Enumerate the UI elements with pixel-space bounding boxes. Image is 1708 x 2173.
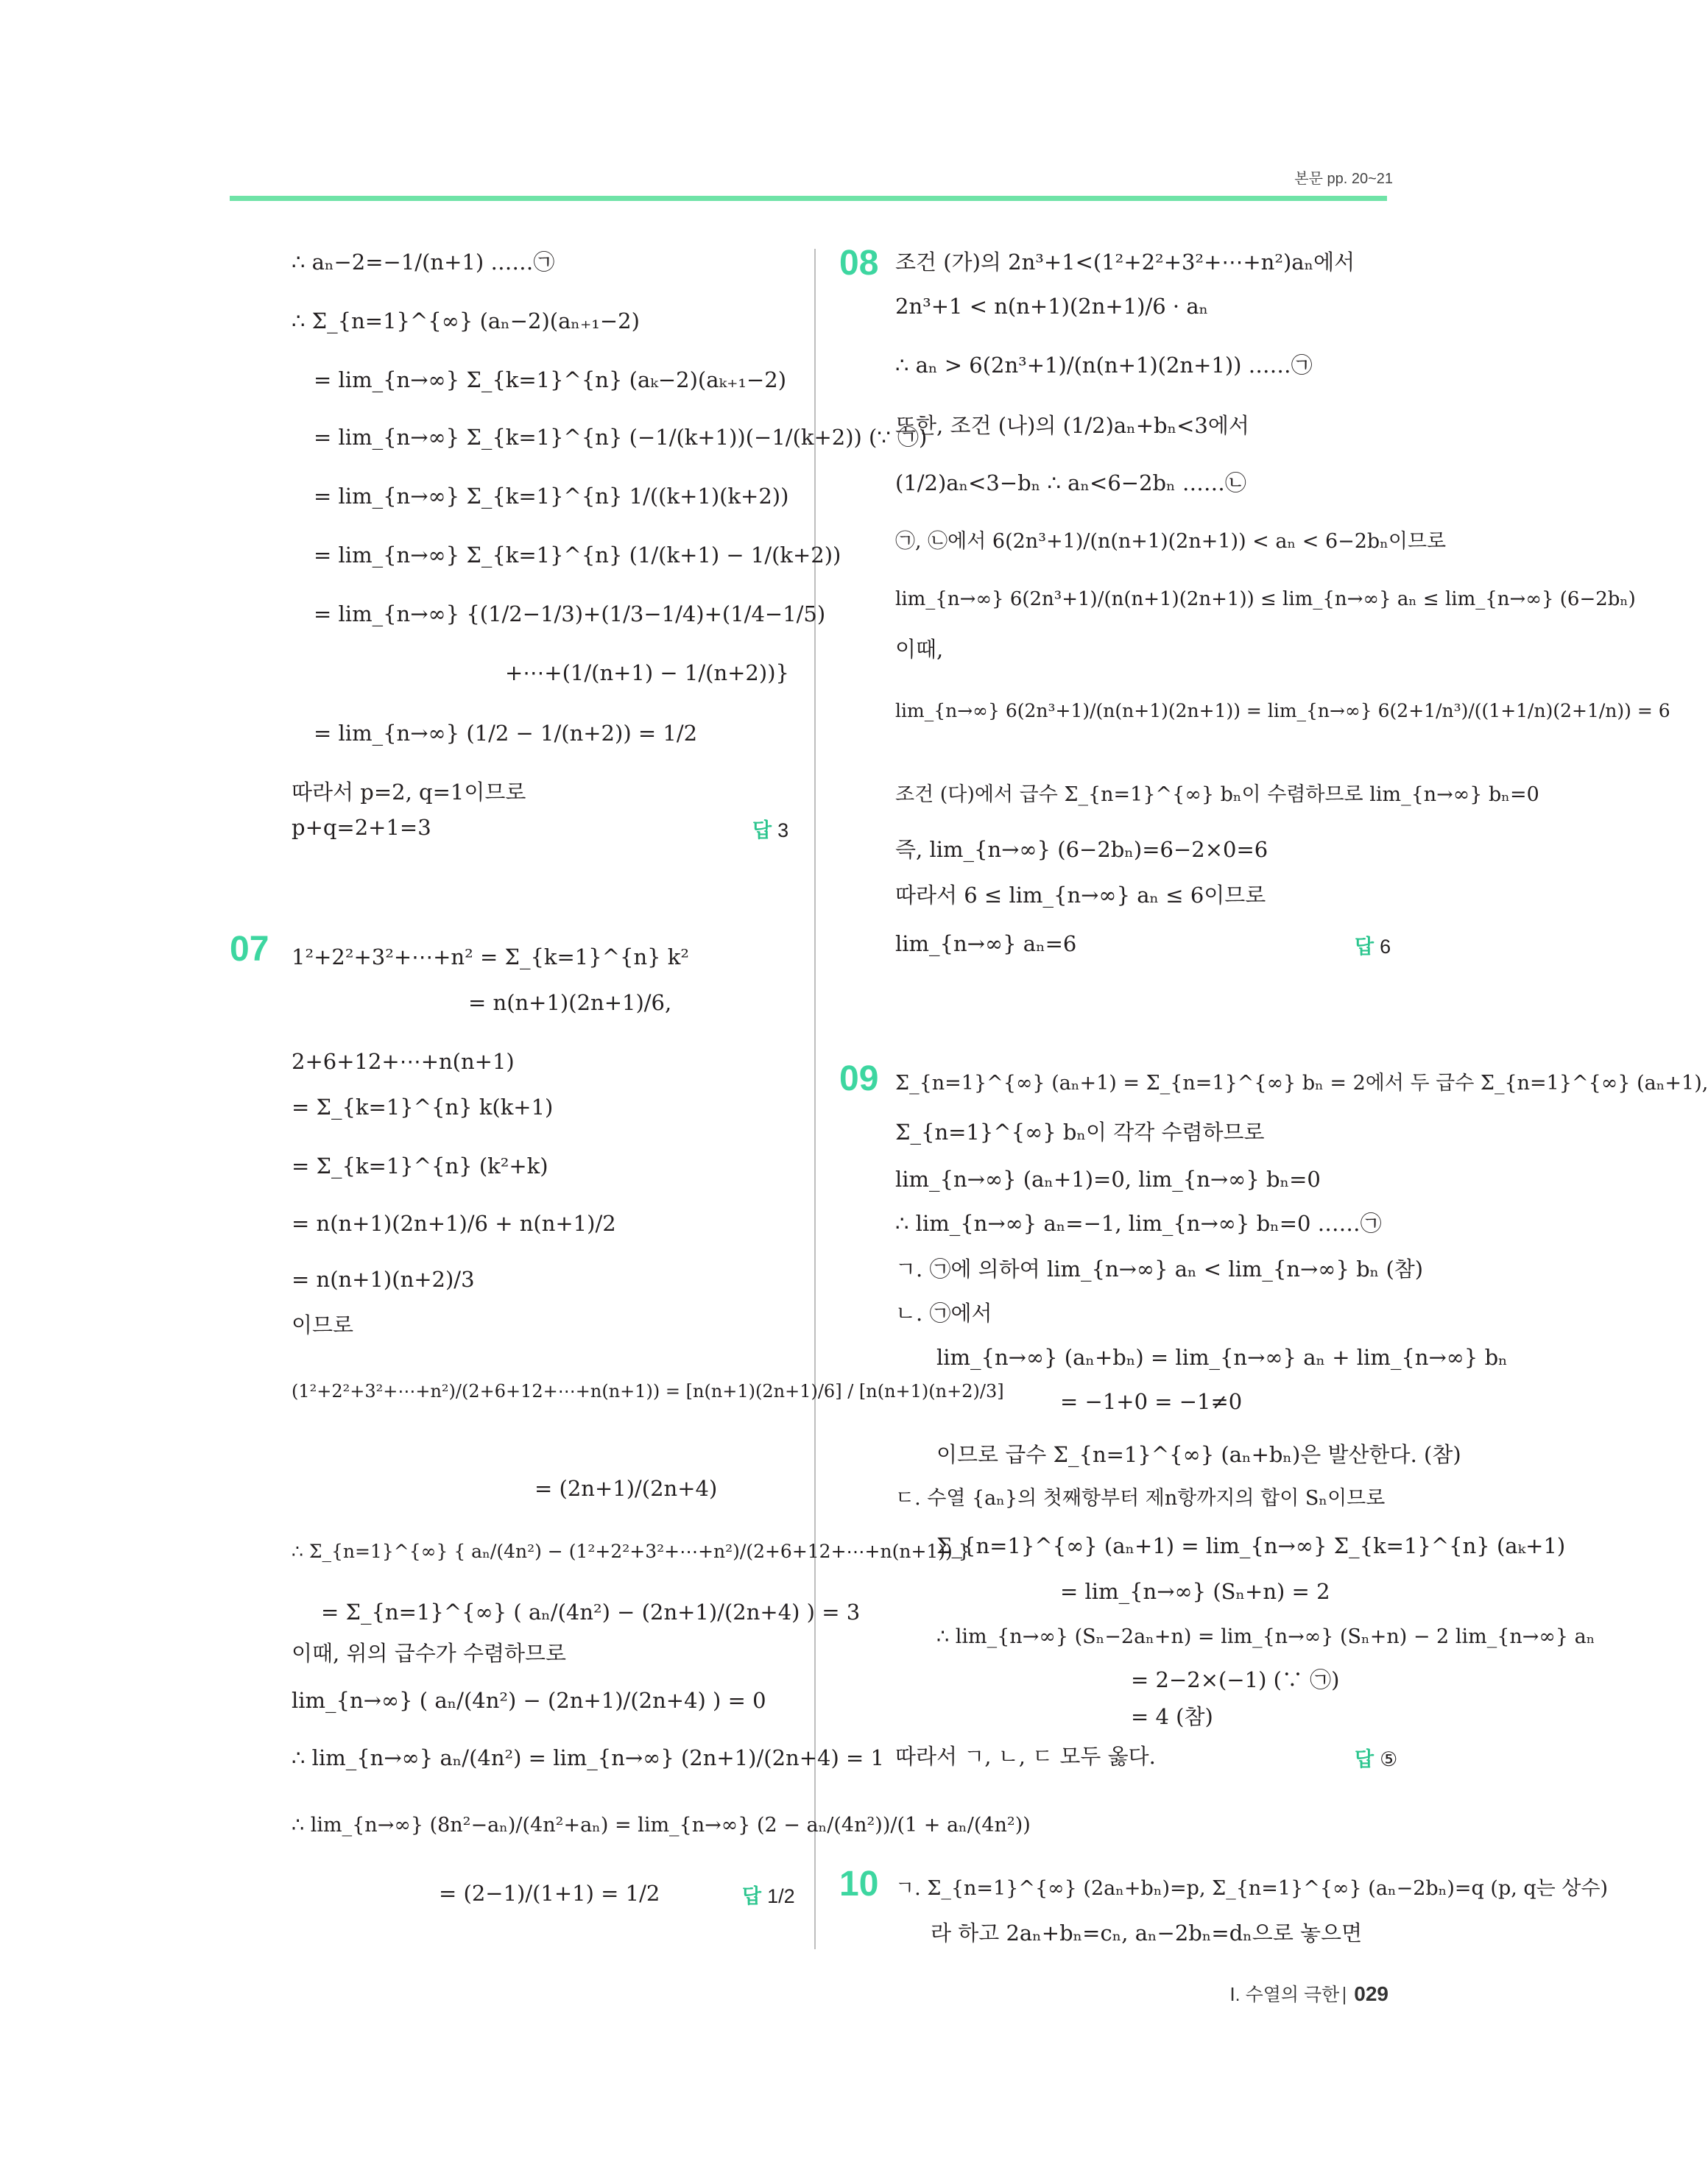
- answer-value: 6: [1380, 936, 1391, 958]
- answer-label: 답: [1355, 1748, 1374, 1770]
- answer-07: [742, 1880, 795, 1909]
- solution-line: = Σ_{k=1}^{n} k(k+1): [292, 1095, 554, 1120]
- solution-line: ㄷ. 수열 {aₙ}의 첫째항부터 제n항까지의 합이 Sₙ이므로: [895, 1487, 1386, 1510]
- solution-line: 라 하고 2aₙ+bₙ=cₙ, aₙ−2bₙ=dₙ으로 놓으면: [931, 1921, 1363, 1946]
- solution-line: = lim_{n→∞} (Sₙ+n) = 2: [1060, 1579, 1330, 1604]
- solution-line: 이때, 위의 급수가 수렴하므로: [292, 1641, 567, 1666]
- solution-line: lim_{n→∞} 6(2n³+1)/(n(n+1)(2n+1)) ≤ lim_{n→∞} aₙ ≤ lim_{n→∞} (6−2bₙ): [895, 588, 1636, 610]
- solution-line: = 4 (참): [1131, 1704, 1213, 1729]
- solution-line: = lim_{n→∞} (1/2 − 1/(n+2)) = 1/2: [314, 721, 698, 746]
- solution-line: ∴ lim_{n→∞} (8n²−aₙ)/(4n²+aₙ) = lim_{n→∞} (2 − aₙ/(4n²))/(1 + aₙ/(4n²)): [292, 1814, 1031, 1837]
- solution-line: 따라서 p=2, q=1이므로: [292, 780, 526, 805]
- solution-line: = Σ_{n=1}^{∞} ( aₙ/(4n²) − (2n+1)/(2n+4) ) = 3: [321, 1600, 861, 1625]
- solution-line: ∴ Σ_{n=1}^{∞} (aₙ−2)(aₙ₊₁−2): [292, 308, 640, 333]
- solution-line: Σ_{n=1}^{∞} (aₙ+1) = lim_{n→∞} Σ_{k=1}^{n} (aₖ+1): [936, 1533, 1566, 1558]
- solution-line: lim_{n→∞} (aₙ+bₙ) = lim_{n→∞} aₙ + lim_{n→∞} bₙ: [936, 1345, 1508, 1370]
- answer-value: ⑤: [1380, 1748, 1398, 1770]
- column-divider: [814, 249, 816, 1949]
- header-rule: [230, 196, 1387, 201]
- solution-line: lim_{n→∞} aₙ=6: [895, 931, 1077, 956]
- solution-line: Σ_{n=1}^{∞} bₙ이 각각 수렴하므로: [895, 1120, 1265, 1145]
- solution-line: ∴ lim_{n→∞} (Sₙ−2aₙ+n) = lim_{n→∞} (Sₙ+n) − 2 lim_{n→∞} aₙ: [936, 1625, 1595, 1648]
- solution-line: ∴ Σ_{n=1}^{∞} { aₙ/(4n²) − (1²+2²+3²+⋯+n²)/(2+6+12+⋯+n(n+1)) }: [292, 1541, 970, 1562]
- answer-label: 답: [742, 1885, 762, 1907]
- answer-06: [752, 814, 788, 843]
- solution-line: lim_{n→∞} 6(2n³+1)/(n(n+1)(2n+1)) = lim_{n→∞} 6(2+1/n³)/((1+1/n)(2+1/n)) = 6: [895, 700, 1670, 721]
- solution-line: 2n³+1 < n(n+1)(2n+1)/6 · aₙ: [895, 294, 1209, 319]
- solution-line: ㄱ. ㉠에 의하여 lim_{n→∞} aₙ < lim_{n→∞} bₙ (참): [895, 1257, 1424, 1282]
- solution-line: 이므로 급수 Σ_{n=1}^{∞} (aₙ+bₙ)은 발산한다. (참): [936, 1442, 1461, 1467]
- solution-line: 따라서 6 ≤ lim_{n→∞} aₙ ≤ 6이므로: [895, 883, 1266, 908]
- answer-value: 3: [777, 819, 789, 841]
- answer-09: [1355, 1743, 1397, 1772]
- solution-line: = n(n+1)(2n+1)/6 + n(n+1)/2: [292, 1211, 616, 1236]
- answer-label: 답: [1355, 936, 1374, 958]
- solution-line: ∴ aₙ > 6(2n³+1)/(n(n+1)(2n+1)) ……㉠: [895, 353, 1313, 378]
- solution-line: = n(n+1)(2n+1)/6,: [468, 990, 672, 1015]
- solution-line: = lim_{n→∞} Σ_{k=1}^{n} (aₖ−2)(aₖ₊₁−2): [314, 367, 787, 392]
- solution-line: 이므로: [292, 1312, 354, 1338]
- solution-line: = lim_{n→∞} {(1/2−1/3)+(1/3−1/4)+(1/4−1/5): [314, 601, 826, 626]
- solution-line: = Σ_{k=1}^{n} (k²+k): [292, 1153, 548, 1179]
- solution-line: = (2−1)/(1+1) = 1/2: [439, 1881, 660, 1906]
- solution-line: +⋯+(1/(n+1) − 1/(n+2))}: [505, 660, 789, 685]
- solution-line: = (2n+1)/(2n+4): [534, 1476, 718, 1501]
- solution-line: = lim_{n→∞} Σ_{k=1}^{n} (−1/(k+1))(−1/(k+2)) (∵ ㉠): [314, 425, 928, 450]
- answer-08: [1355, 930, 1391, 959]
- page-reference: 본문 pp. 20~21: [1294, 171, 1393, 187]
- solution-line: ∴ lim_{n→∞} aₙ/(4n²) = lim_{n→∞} (2n+1)/(2n+4) = 1: [292, 1745, 884, 1770]
- page-number: 029: [1354, 1982, 1388, 2005]
- solution-line: = lim_{n→∞} Σ_{k=1}^{n} (1/(k+1) − 1/(k+2)): [314, 543, 841, 568]
- solution-line: ㉠, ㉡에서 6(2n³+1)/(n(n+1)(2n+1)) < aₙ < 6−2bₙ이므로: [895, 530, 1447, 553]
- solution-line: 따라서 ㄱ, ㄴ, ㄷ 모두 옳다.: [895, 1744, 1156, 1769]
- chapter-title: Ⅰ. 수열의 극한: [1229, 1985, 1340, 2005]
- solution-line: = n(n+1)(n+2)/3: [292, 1267, 475, 1292]
- page-footer: [1229, 1980, 1388, 2007]
- solution-line: p+q=2+1=3: [292, 815, 431, 840]
- problem-number-09: 09: [839, 1059, 879, 1098]
- problem-number-07: 07: [230, 930, 269, 969]
- solution-line: ∴ aₙ−2=−1/(n+1) ……㉠: [292, 250, 555, 275]
- problem-number-08: 08: [839, 244, 879, 283]
- solution-line: 이때,: [895, 637, 944, 662]
- answer-value: 1/2: [767, 1885, 795, 1907]
- solution-line: 조건 (다)에서 급수 Σ_{n=1}^{∞} bₙ이 수렴하므로 lim_{n→∞} bₙ=0: [895, 783, 1539, 806]
- solution-line: 조건 (가)의 2n³+1<(1²+2²+3²+⋯+n²)aₙ에서: [895, 250, 1355, 275]
- solution-line: 1²+2²+3²+⋯+n² = Σ_{k=1}^{n} k²: [292, 944, 689, 969]
- solution-line: ㄱ. Σ_{n=1}^{∞} (2aₙ+bₙ)=p, Σ_{n=1}^{∞} (aₙ−2bₙ)=q (p, q는 상수): [895, 1877, 1609, 1900]
- solution-line: 또한, 조건 (나)의 (1/2)aₙ+bₙ<3에서: [895, 413, 1249, 438]
- solution-line: ∴ lim_{n→∞} aₙ=−1, lim_{n→∞} bₙ=0 ……㉠: [895, 1211, 1382, 1236]
- solution-line: = −1+0 = −1≠0: [1060, 1389, 1243, 1414]
- solution-line: (1²+2²+3²+⋯+n²)/(2+6+12+⋯+n(n+1)) = [n(n+1)(2n+1)/6] / [n(n+1)(n+2)/3]: [292, 1381, 1004, 1402]
- solution-line: 2+6+12+⋯+n(n+1): [292, 1049, 515, 1074]
- footer-divider: [1344, 1987, 1345, 2004]
- solution-line: Σ_{n=1}^{∞} (aₙ+1) = Σ_{n=1}^{∞} bₙ = 2에서 두 급수 Σ_{n=1}^{∞} (aₙ+1),: [895, 1072, 1708, 1095]
- solution-line: = 2−2×(−1) (∵ ㉠): [1131, 1667, 1340, 1692]
- solution-line: ㄴ. ㉠에서: [895, 1301, 992, 1326]
- solution-line: lim_{n→∞} ( aₙ/(4n²) − (2n+1)/(2n+4) ) = 0: [292, 1688, 766, 1713]
- solution-line: (1/2)aₙ<3−bₙ ∴ aₙ<6−2bₙ ……㉡: [895, 470, 1246, 495]
- solution-line: lim_{n→∞} (aₙ+1)=0, lim_{n→∞} bₙ=0: [895, 1167, 1321, 1192]
- answer-label: 답: [752, 819, 772, 841]
- solution-line: = lim_{n→∞} Σ_{k=1}^{n} 1/((k+1)(k+2)): [314, 484, 789, 509]
- solution-line: 즉, lim_{n→∞} (6−2bₙ)=6−2×0=6: [895, 837, 1268, 862]
- problem-number-10: 10: [839, 1865, 879, 1904]
